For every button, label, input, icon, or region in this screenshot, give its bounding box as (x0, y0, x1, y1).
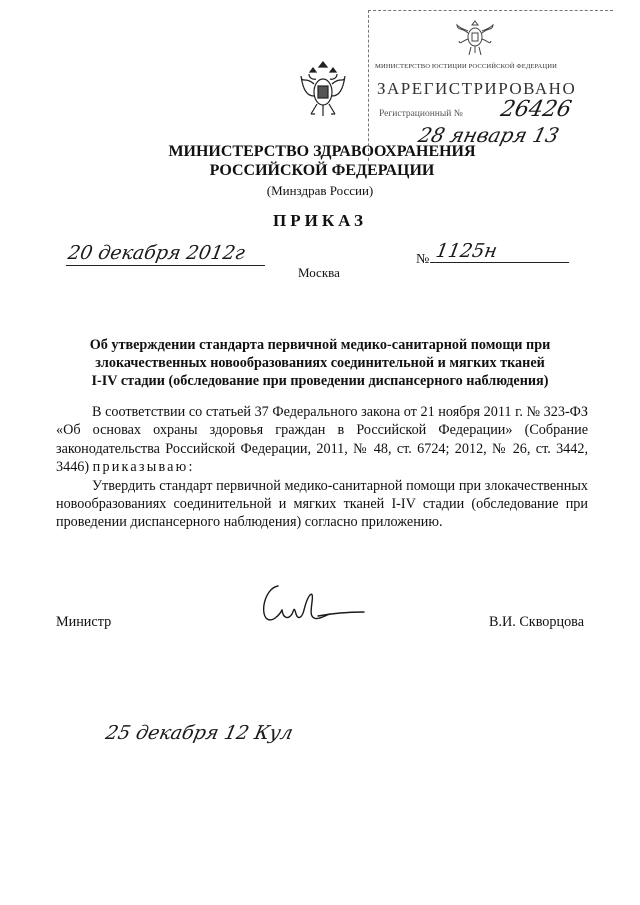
stamp-regnum-label: Регистрационный № (379, 109, 463, 119)
preamble-text: В соответствии со статьей 37 Федерального закона от 21 ноября 2011 г. № 323-ФЗ «Об основах охраны здоровья граждан в Российской Федерации» (Собрание законодательства Российской Федерации, 2011, № 48, ст. 6724; 2012, № 26, ст. 3442, 3446) (56, 404, 588, 476)
order-subject (60, 336, 580, 390)
eagle-emblem-icon (299, 60, 347, 124)
org-name-line2: РОССИЙСКОЙ ФЕДЕРАЦИИ (209, 162, 435, 179)
order-city: Москва (298, 265, 340, 280)
subject-line-1: Об утверждении стандарта первичной медико-санитарной помощи при (89, 337, 551, 353)
subject-line-2: злокачественных новообразованиях соединительной и мягких тканей (95, 355, 545, 371)
stamp-registered-label: ЗАРЕГИСТРИРОВАНО (377, 79, 577, 98)
handwritten-footnote: 25 декабря 12 Кул (103, 722, 295, 744)
order-body (56, 403, 588, 532)
order-title: ПРИКАЗ (273, 211, 367, 230)
registration-stamp (368, 10, 613, 161)
stamp-regnum-handwritten: 26426 (498, 97, 574, 122)
signer-position: Министр (56, 614, 112, 630)
stamp-date-handwritten: 28 января 13 (416, 123, 562, 147)
org-name-line1: МИНИСТЕРСТВО ЗДРАВООХРАНЕНИЯ (168, 143, 476, 160)
body-paragraph-2: Утвердить стандарт первичной медико-санитарной помощи при злокачественных новообразованиях соединительной и мягких тканей I-IV стадии (обследование при проведении диспансерного наблюдения) согласно приложению. (56, 477, 588, 531)
signature-handwritten (256, 580, 366, 632)
order-date-handwritten: 20 декабря 2012г (66, 242, 269, 266)
subject-line-3: I-IV стадии (обследование при проведении диспансерного наблюдения) (91, 373, 549, 389)
order-number-handwritten: 1125н (430, 240, 573, 263)
stamp-ministry-name: МИНИСТЕРСТВО ЮСТИЦИИ РОССИЙСКОЙ ФЕДЕРАЦИИ (375, 63, 557, 70)
order-verb: приказываю: (92, 459, 195, 476)
stamp-eagle-emblem-icon (455, 17, 495, 59)
signer-name: В.И. Скворцова (489, 614, 584, 630)
org-abbreviation: (Минздрав России) (266, 183, 374, 198)
order-number-label: № (416, 252, 430, 267)
body-paragraph-1 (56, 403, 588, 477)
